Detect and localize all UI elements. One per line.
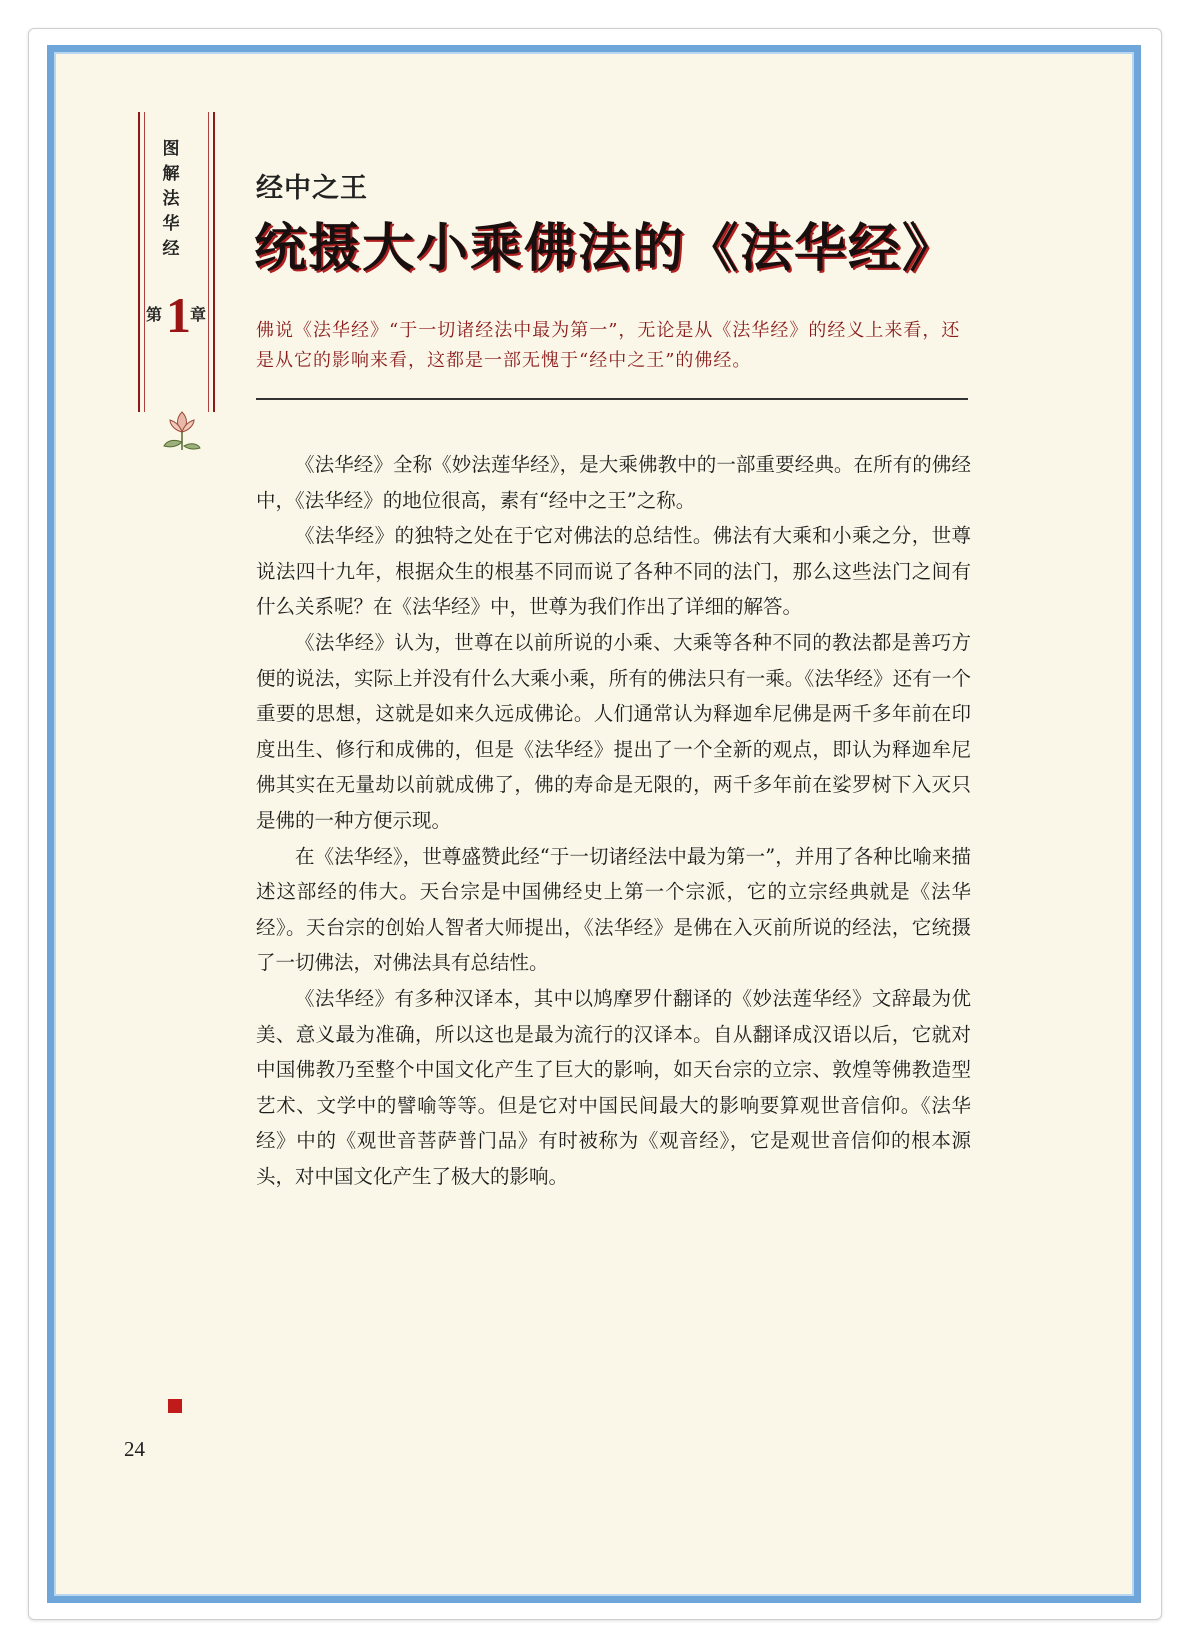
paragraph: 《法华经》全称《妙法莲华经》，是大乘佛教中的一部重要经典。在所有的佛经中，《法华经》的地位很高，素有“经中之王”之称。	[256, 453, 971, 512]
paragraph: 《法华经》的独特之处在于它对佛法的总结性。佛法有大乘和小乘之分，世尊说法四十九年，根据众生的根基不同而说了各种不同的法门，那么这些法门之间有什么关系呢？在《法华经》中，世尊为我们作出了详细的解答。	[256, 524, 971, 619]
book-name-vertical	[156, 137, 186, 262]
book-char: 华	[162, 214, 180, 234]
page-paper	[54, 52, 1134, 1596]
red-square-marker	[168, 1399, 182, 1413]
paragraph: 在《法华经》，世尊盛赞此经“于一切诸经法中最为第一”，并用了各种比喻来描述这部经的伟大。天台宗是中国佛经史上第一个宗派，它的立宗经典就是《法华经》。天台宗的创始人智者大师提出，《法华经》是佛在入灭前所说的经法，它统摄了一切佛法，对佛法具有总结性。	[256, 844, 971, 975]
page-frame	[47, 45, 1141, 1603]
header-divider	[256, 398, 968, 400]
book-char: 解	[162, 164, 180, 184]
sidebar-rule	[138, 112, 140, 412]
page-content	[56, 54, 1132, 1594]
chapter-number: 1	[166, 287, 191, 343]
book-char: 经	[162, 239, 180, 259]
chapter-prefix: 第	[146, 305, 163, 324]
sidebar-rule	[208, 112, 209, 412]
page-number: 24	[124, 1437, 145, 1461]
paragraph: 《法华经》认为，世尊在以前所说的小乘、大乘等各种不同的教法都是善巧方便的说法，实际上并没有什么大乘小乘，所有的佛法只有一乘。《法华经》还有一个重要的思想，这就是如来久远成佛论。人们通常认为释迦牟尼佛是两千多年前在印度出生、修行和成佛的，但是《法华经》提出了一个全新的观点，即认为释迦牟尼佛其实在无量劫以前就成佛了，佛的寿命是无限的，两千多年前在娑罗树下入灭只是佛的一种方便示现。	[256, 630, 971, 832]
paragraph: 《法华经》有多种汉译本，其中以鸠摩罗什翻译的《妙法莲华经》文辞最为优美、意义最为准确，所以这也是最为流行的汉译本。自从翻译成汉语以后，它就对中国佛教乃至整个中国文化产生了巨大的影响，如天台宗的立宗、敦煌等佛教造型艺术、文学中的譬喻等等。但是它对中国民间最大的影响要算观世音信仰。《法华经》中的《观世音菩萨普门品》有时被称为《观音经》，它是观世音信仰的根本源头，对中国文化产生了极大的影响。	[256, 986, 971, 1188]
body-text	[256, 447, 971, 1194]
chapter-suffix: 章	[190, 305, 207, 324]
sidebar-rule	[144, 112, 145, 412]
sidebar-rule	[213, 112, 215, 412]
section-subtitle: 经中之王	[256, 173, 368, 204]
book-char: 图	[162, 139, 180, 159]
lotus-icon	[158, 402, 206, 452]
section-title: 统摄大小乘佛法的《法华经》	[254, 219, 957, 279]
chapter-marker	[144, 287, 208, 350]
chapter-sidebar	[138, 112, 216, 412]
book-char: 法	[162, 189, 180, 209]
section-intro: 佛说《法华经》“于一切诸经法中最为第一”，无论是从《法华经》的经义上来看，还是从它的影响来看，这都是一部无愧于“经中之王”的佛经。	[256, 320, 961, 371]
